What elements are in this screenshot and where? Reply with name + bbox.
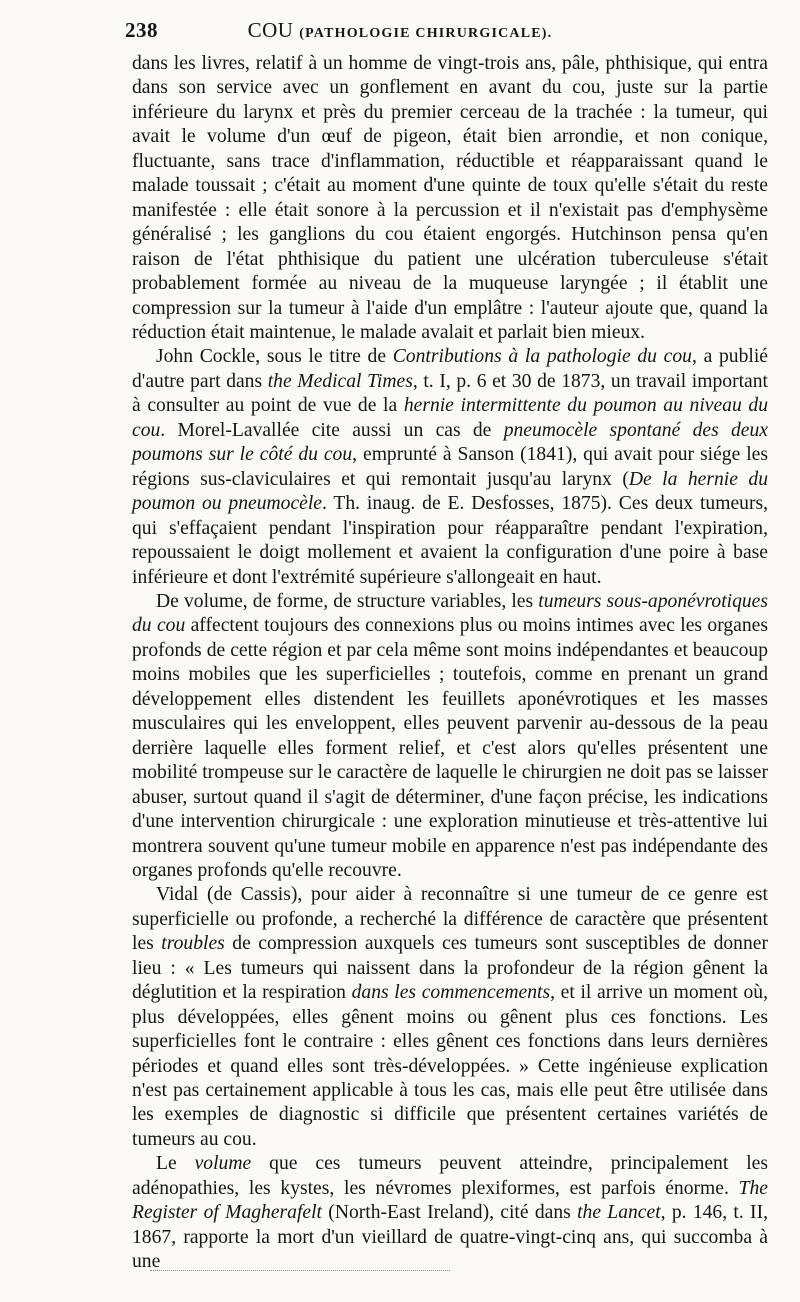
text-run: , a publié d'autre part dans	[132, 346, 768, 392]
text-run: , emprunté à Sanson (1841), qui avait pour siége les régions sus-claviculaires et qui remontait jusqu'au larynx (	[132, 444, 768, 490]
italic-text: De la hernie du poumon ou pneumocèle	[132, 468, 768, 515]
paragraph	[132, 52, 768, 345]
paragraph	[132, 883, 768, 1152]
text-run: . Morel-Lavallée cite aussi un cas de	[160, 419, 504, 441]
paragraph	[132, 590, 768, 883]
text-run: que ces tumeurs peuvent atteindre, principalement les adénopathies, les kystes, les névromes plexiformes, est parfois énorme.	[132, 1153, 768, 1199]
text-run: dans les livres, relatif à un homme de vingt-trois ans, pâle, phthisique, qui entra dans son service avec un gonflement en avant du cou, juste sur la partie inférieure du larynx et près du premier cerceau de la trachée : la tumeur, qui avait le volume d'un œuf de pigeon, était bien arrondie, et non conique, fluctuante, sans trace d'inflammation, réductible et réapparaissant quand le malade toussait ; c'était au moment d'une quinte de toux qu'elle s'était du reste manifestée : elle était sonore à la percussion et il n'existait pas d'emphysème généralisé ; les ganglions du cou étaient engorgés. Hutchinson pensa qu'en raison de l'état phthisique du patient une ulcération tuberculeuse s'était probablement formée au niveau de la muqueuse laryngée ; il établit une compression sur la tumeur à l'aide d'un emplâtre : l'auteur ajoute que, quand la réduction était maintenue, le malade avalait et parlait bien mieux.	[132, 53, 768, 343]
italic-text: tumeurs sous-aponévrotiques du cou	[132, 590, 769, 637]
text-run: Le	[156, 1153, 195, 1175]
text-run: Vidal (de Cassis), pour aider à reconnaître si une tumeur de ce genre est superficielle ou profonde, a recherché la différence de caractère que présentent les	[132, 884, 768, 955]
paragraph	[132, 1152, 768, 1274]
running-head-title: COU	[247, 18, 294, 42]
text-run: de compression auxquels ces tumeurs sont susceptibles de donner lieu : « Les tumeurs qui naissent dans la profondeur de la région gênent la déglutition et la respiration	[132, 933, 768, 1004]
italic-text: pneumocèle spontané des deux poumons sur le côté du cou	[132, 419, 768, 466]
text-run: John Cockle, sous le titre de	[156, 346, 393, 368]
text-run: affectent toujours des connexions plus ou moins intimes avec les organes profonds de cette région et par cela même sont moins indépendantes et beaucoup moins mobiles que les superficielles ; toutefois, comme en prenant un grand développement elles distendent les feuillets aponévrotiques et les masses musculaires qui les enveloppent, elles peuvent parvenir au-dessous de la peau derrière laquelle elles forment relief, et c'est alors qu'elles présentent une mobilité trompeuse sur le caractère de laquelle le chirurgien ne doit pas se laisser abuser, surtout quand il s'agit de déterminer, d'une façon précise, les indications d'une intervention chirurgicale : une exploration minutieuse et très-attentive lui montrera souvent qu'une tumeur mobile en apparence n'est pas indépendante des organes profonds qu'elle recouvre.	[132, 615, 768, 881]
text-run: , et il arrive un moment où, plus développées, elles gênent moins ou gênent plus ces fonctions. Les superficielles font le contraire : elles gênent ces fonctions dans leurs dernières périodes et quand elles sont très-développées. » Cette ingénieuse explication n'est pas certainement applicable à tous les cas, mais elle peut être utilisée dans les exemples de diagnostic si difficile que présentent certaines variétés de tumeurs au cou.	[132, 982, 768, 1150]
italic-text: hernie intermittente du poumon au niveau du cou	[132, 395, 768, 441]
italic-text: the Lancet	[577, 1202, 661, 1224]
text-run: , t. I, p. 6 et 30 de 1873, un travail important à consulter au point de vue de la	[132, 370, 768, 417]
italic-text: dans les commencements	[351, 982, 551, 1004]
running-head	[0, 18, 800, 43]
running-head-subtitle: (PATHOLOGIE CHIRURGICALE).	[299, 26, 553, 41]
italic-text: troubles	[161, 933, 225, 955]
body-text	[132, 52, 768, 1275]
text-run: De volume, de forme, de structure variables, les	[156, 590, 539, 612]
italic-text: volume	[194, 1153, 252, 1175]
bottom-rule	[150, 1270, 450, 1271]
italic-text: Contributions à la pathologie du cou	[392, 346, 692, 368]
italic-text: the Medical Times	[267, 370, 413, 392]
text-run: . Th. inaug. de E. Desfosses, 1875). Ces deux tumeurs, qui s'effaçaient pendant l'inspiration pour réapparaître pendant l'expiration, repoussaient le doigt mollement et avaient la configuration d'une poire à base inférieure et dont l'extrémité supérieure s'allongeait en haut.	[132, 493, 768, 588]
page-header	[0, 10, 800, 50]
text-run: (North-East Ireland), cité dans	[322, 1202, 578, 1224]
text-run: , p. 146, t. II, 1867, rapporte la mort d'un vieillard de quatre-vingt-cinq ans, qui succomba à une	[132, 1202, 768, 1273]
italic-text: The Register of Magherafelt	[132, 1177, 768, 1224]
page-number: 238	[125, 18, 158, 42]
paragraph	[132, 345, 768, 590]
